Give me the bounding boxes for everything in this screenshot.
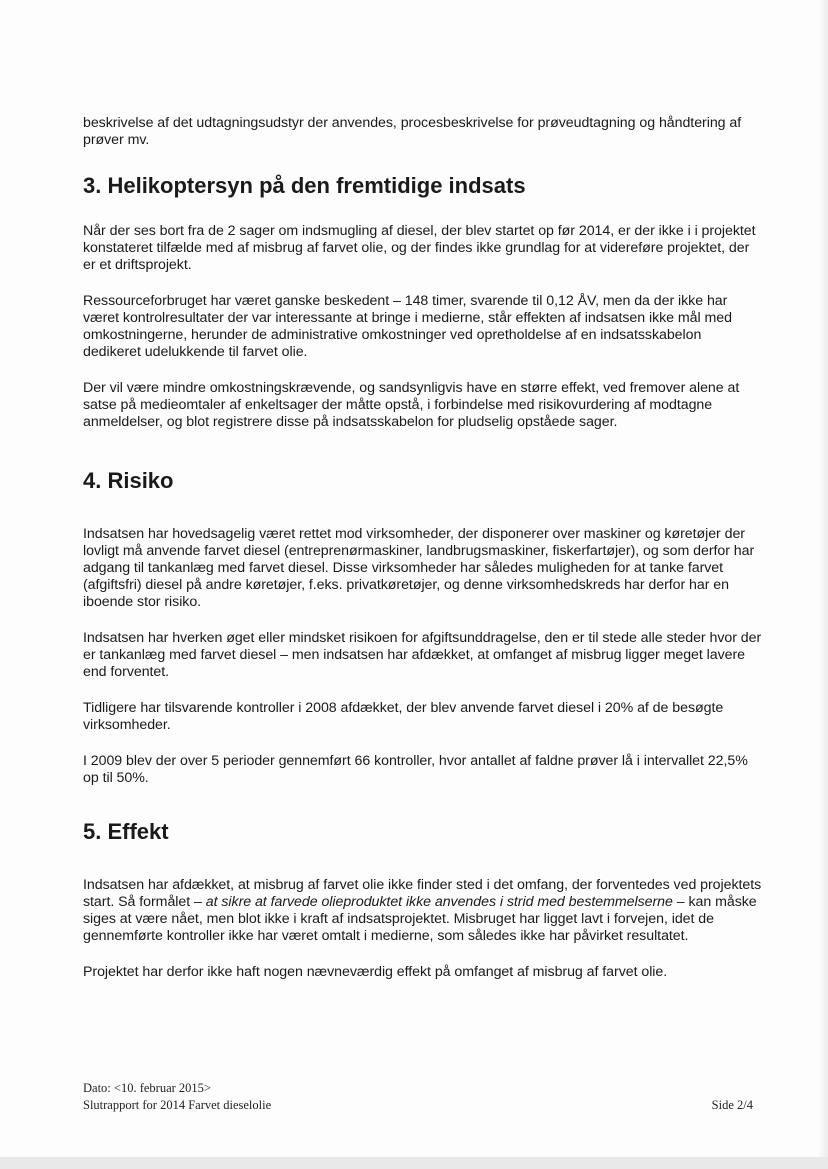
section-3-paragraph-1: Når der ses bort fra de 2 sager om indsmugling af diesel, der blev startet op før 2014, er der ikke i i projektet konstateret tilfælde med af misbrug af farvet olie, og der findes ikke grundlag for at videreføre projektet, der er et driftsprojekt. bbox=[83, 223, 756, 273]
scan-edge-bottom bbox=[0, 1157, 828, 1169]
section-5-paragraph-2: Projektet har derfor ikke haft nogen nævneværdig effekt på omfanget af misbrug af farvet olie. bbox=[83, 964, 668, 980]
footer-date: Dato: <10. februar 2015> bbox=[83, 1081, 211, 1095]
footer-row bbox=[83, 1097, 753, 1114]
section-3-paragraph-2: Ressourceforbruget har været ganske beskedent – 148 timer, svarende til 0,12 ÅV, men da der ikke har været kontrolresultater der var interessante at bringe i medierne, står effekten af indsatsen ikke mål med omkostningerne, herunder de administrative omkostninger ved opretholdelse af en indsatsskabelon dedikeret udelukkende til farvet olie. bbox=[83, 293, 732, 360]
section-4-paragraph-1: Indsatsen har hovedsagelig været rettet mod virksomheder, der disponerer over maskiner og køretøjer der lovligt må anvende farvet diesel (entreprenørmaskiner, landbrugsmaskiner, fiskerfartøjer), og som derfor har adgang til tankanlæg med farvet diesel. Disse virksomheder har således muligheden for at tanke farvet (afgiftsfri) diesel på andre køretøjer, f.eks. privatkøretøjer, og denne virksomhedskreds har derfor har en iboende stor risiko. bbox=[83, 526, 755, 610]
section-3-paragraph-3: Der vil være mindre omkostningskrævende, og sandsynligvis have en større effekt, ved fremover alene at satse på medieomtaler af enkeltsager der måtte opstå, i forbindelse med risikovurdering af modtagne anmeldelser, og blot registrere disse på indsatsskabelon for pludselig opståede sager. bbox=[83, 380, 740, 430]
section-5-italic-purpose: at sikre at farvede olieproduktet ikke anvendes i strid med bestemmelserne bbox=[205, 894, 673, 910]
section-4-paragraph-2: Indsatsen har hverken øget eller mindsket risikoen for afgiftsunddragelse, den er til stede alle steder hvor der er tankanlæg med farvet diesel – men indsatsen har afdækket, at omfanget af misbrug ligger meget lavere end forventet. bbox=[83, 630, 762, 680]
page-content bbox=[83, 115, 763, 981]
page-footer bbox=[83, 1080, 753, 1114]
section-5-text-start: Indsatsen har afdækket, at misbrug af farvet olie ikke finder sted i det omfang, der forventedes ved projektets start. Så formålet – bbox=[83, 877, 762, 910]
section-4-paragraph-3: Tidligere har tilsvarende kontroller i 2008 afdækket, der blev anvende farvet diesel i 20% af de besøgte virksomheder. bbox=[83, 700, 724, 733]
section-5-text-end: – kan måske siges at være nået, men blot ikke i kraft af indsatsprojektet. Misbruget har ligget lavt i forvejen, idet de gennemførte kontroller ikke har været omtalt i medierne, som således ikke har påvirket resultatet. bbox=[83, 894, 757, 944]
section-4-heading: 4. Risiko bbox=[83, 468, 174, 493]
section-3-heading: 3. Helikoptersyn på den fremtidige indsats bbox=[83, 173, 526, 198]
section-5-heading: 5. Effekt bbox=[83, 819, 169, 844]
section-4-paragraph-4: I 2009 blev der over 5 perioder gennemført 66 kontroller, hvor antallet af faldne prøver lå i intervallet 22,5% op til 50%. bbox=[83, 753, 748, 786]
intro-paragraph: beskrivelse af det udtagningsudstyr der anvendes, procesbeskrivelse for prøveudtagning og håndtering af prøver mv. bbox=[83, 115, 742, 148]
scan-edge-right bbox=[818, 0, 828, 1169]
footer-page-number: Side 2/4 bbox=[711, 1098, 753, 1112]
section-5-paragraph-1 bbox=[83, 877, 763, 945]
footer-report-title: Slutrapport for 2014 Farvet dieselolie bbox=[83, 1098, 272, 1112]
